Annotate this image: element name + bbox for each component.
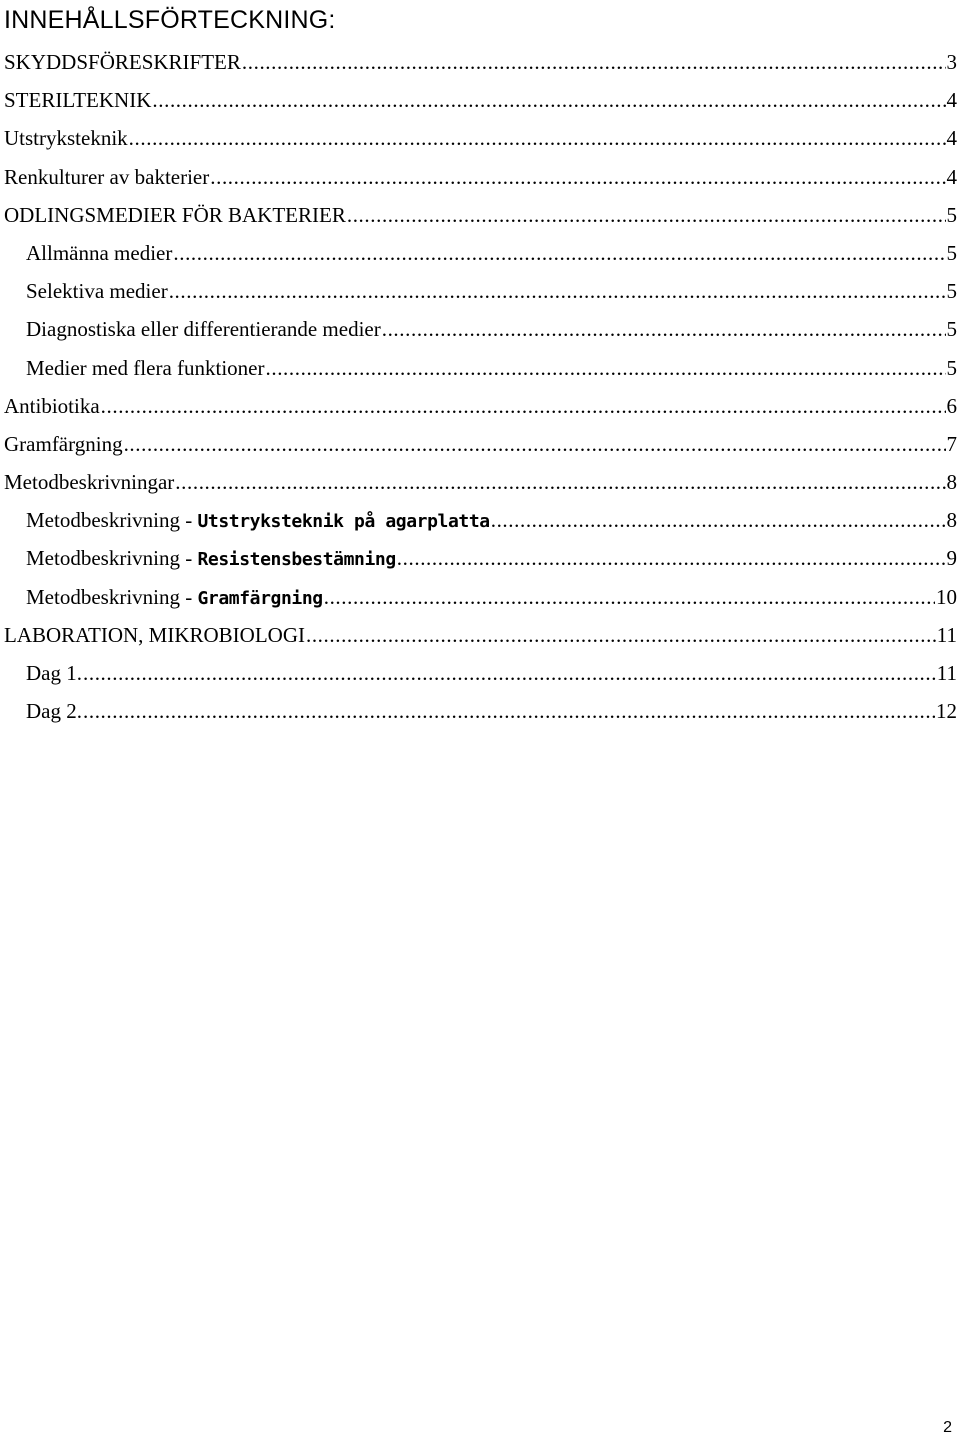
toc-entry-label: Allmänna medier [26,240,173,265]
toc-entry-label: Medier med flera funktioner [26,355,265,380]
toc-entry-skyddsforeskrifter[interactable] [0,46,960,84]
toc-entry-selektiva-medier[interactable] [0,275,960,313]
toc-entry-label: Metodbeskrivningar [4,470,175,495]
toc-entry-label-mono: Gramfärgning [197,587,323,609]
toc-entry-label: Utstryksteknik [4,126,128,151]
toc-dot-leader [83,695,935,727]
toc-entry-metod-utstryksteknik[interactable] [0,504,960,542]
toc-dot-leader [101,390,946,422]
toc-dot-leader [491,504,946,536]
toc-entry-odlingsmedier[interactable] [0,199,960,237]
toc-entry-page: 11 [936,622,957,647]
toc-entry-laboration-mikrobiologi[interactable] [0,619,960,657]
toc-entry-label-prefix: Metodbeskrivning - [26,584,198,609]
toc-entry-label [26,504,490,538]
toc-entry-metod-gramfargning[interactable] [0,581,960,619]
toc-entry-label: LABORATION, MIKROBIOLOGI [4,622,305,647]
toc-entry-page: 6 [946,393,957,418]
toc-entry-label: Dag 2. [26,699,82,724]
toc-entry-page: 5 [946,240,957,265]
toc-entry-page: 4 [946,88,957,113]
toc-entry-label: Gramfärgning [4,431,123,456]
toc-entry-renkulturer[interactable] [0,161,960,199]
toc-dot-leader [210,161,945,193]
toc-entry-label-prefix: Metodbeskrivning - [26,546,198,571]
toc-entry-page: 5 [946,279,957,304]
toc-entry-label [26,542,396,576]
toc-entry-page: 4 [946,126,957,151]
toc-entry-page: 7 [946,431,957,456]
toc-dot-leader [124,428,946,460]
toc-entry-page: 9 [946,546,957,571]
toc-entry-label-mono: Utstryksteknik på agarplatta [197,511,490,533]
toc-dot-leader [152,84,945,116]
toc-entry-page: 8 [946,470,957,495]
toc-entry-label: Dag 1. [26,661,82,685]
toc-entry-page: 12 [936,699,957,724]
toc-entry-page: 11 [936,661,957,685]
toc-entry-label: STERILTEKNIK [4,88,152,113]
page-number: 2 [943,1419,952,1436]
toc-entry-allmanna-medier[interactable] [0,237,960,275]
toc-entry-antibiotika[interactable] [0,390,960,428]
toc-entry-page: 4 [946,164,957,189]
toc-entry-sterilteknik[interactable] [0,84,960,122]
toc-entry-metod-resistensbestamning[interactable] [0,542,960,580]
toc-entry-diagnostiska-medier[interactable] [0,313,960,351]
toc-dot-leader [347,199,946,231]
toc-entry-metodbeskrivningar[interactable] [0,466,960,504]
toc-entry-label: SKYDDSFÖRESKRIFTER [4,50,241,74]
toc-dot-leader [169,275,946,307]
toc-dot-leader [173,237,945,269]
toc-dot-leader [175,466,945,498]
toc-list [0,46,960,733]
toc-entry-page: 5 [946,202,957,227]
toc-dot-leader [306,619,936,651]
toc-entry-page: 3 [946,50,957,74]
toc-entry-label: ODLINGSMEDIER FÖR BAKTERIER [4,202,346,227]
toc-dot-leader [83,657,936,689]
toc-dot-leader [242,46,946,78]
toc-entry-page: 5 [946,317,957,342]
toc-entry-label [26,581,323,615]
toc-entry-medier-flera-funktioner[interactable] [0,352,960,390]
toc-entry-dag-2[interactable] [0,695,960,733]
toc-entry-label-prefix: Metodbeskrivning - [26,508,198,533]
toc-entry-label: Antibiotika [4,393,100,418]
toc-title: INNEHÅLLSFÖRTECKNING: [4,6,336,34]
toc-entry-page: 10 [936,584,957,609]
toc-entry-label: Diagnostiska eller differentierande medier [26,317,381,342]
toc-dot-leader [382,313,946,345]
toc-dot-leader [266,352,946,384]
toc-entry-page: 5 [946,355,957,380]
toc-dot-leader [129,122,946,154]
toc-dot-leader [397,542,946,574]
toc-entry-page: 8 [946,508,957,533]
toc-dot-leader [324,581,935,613]
toc-entry-utstryksteknik[interactable] [0,122,960,160]
toc-entry-gramfargning[interactable] [0,428,960,466]
toc-entry-label: Renkulturer av bakterier [4,164,210,189]
toc-entry-label-mono: Resistensbestämning [197,549,396,571]
toc-entry-dag-1[interactable] [0,657,960,695]
toc-entry-label: Selektiva medier [26,279,168,304]
